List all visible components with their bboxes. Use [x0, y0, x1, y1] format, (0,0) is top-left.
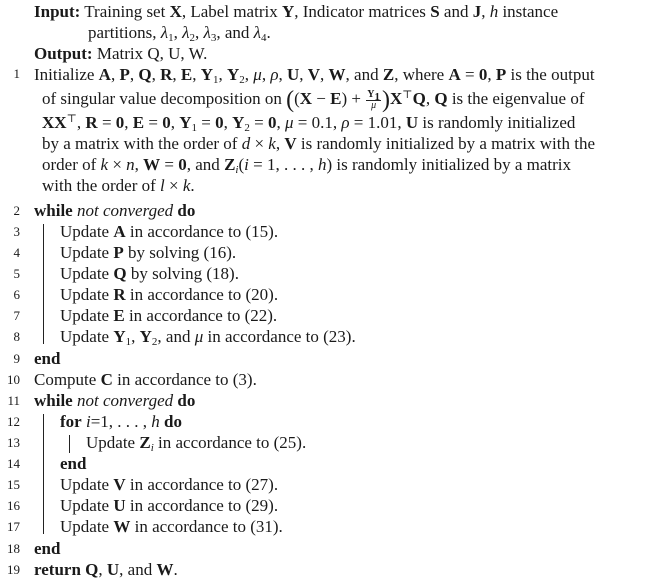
step-1-text: with the order of l × k. — [42, 176, 195, 195]
input-label: Input: — [34, 2, 81, 21]
step-1-text: order of k × n, W = 0, and $Z_i(i = 1$, . . . , h) is randomly initialized by a matrix — [42, 155, 572, 176]
step-11-text — [34, 391, 195, 411]
step-3-text: Update A in accordance to (15). — [60, 222, 279, 241]
line-number: 14 — [7, 456, 20, 471]
step-6-text: Update R in accordance to (20). — [60, 285, 279, 304]
kw-while: while — [34, 391, 73, 410]
line-number: 11 — [7, 393, 20, 408]
output-line — [34, 44, 207, 64]
line-number: 8 — [13, 329, 20, 344]
step-17-text: Update W in accordance to (31). — [60, 517, 283, 536]
line-number: 16 — [7, 498, 20, 513]
step-12-text: for i=1, . . . , h do — [60, 412, 183, 431]
kw-do: do — [177, 201, 196, 220]
step-2-text — [34, 201, 195, 221]
step-1-text: XX⊤, R = 0, E = 0, $Y_1 = 0$, $Y_2 = 0$, μ = 0.1, ρ = 1.01, U is randomly initialized — [42, 113, 576, 134]
step-15-text: Update V in accordance to (27). — [60, 475, 279, 494]
kw-do: do — [177, 391, 196, 410]
step-1-text: Initialize A, P, Q, R, E, $Y_1$, $Y_2$, μ, ρ, U, V, W, and Z, where A = 0, P is the output — [34, 65, 595, 86]
step-18-text: end — [34, 539, 61, 558]
line-number: 5 — [13, 266, 20, 281]
block-bar — [43, 224, 44, 344]
step-10-text: Compute C in accordance to (3). — [34, 370, 257, 389]
line-number: 17 — [7, 519, 20, 534]
line-number: 4 — [13, 245, 20, 260]
step-19-text: return Q, U, and W. — [34, 560, 178, 579]
step-5-text: Update Q by solving (18). — [60, 264, 239, 283]
kw-while: while — [34, 201, 73, 220]
line-number: 12 — [7, 414, 20, 429]
step-14-text: end — [60, 454, 87, 473]
line-number: 1 — [13, 66, 20, 81]
step-13-text: Update $Z_i$ in accordance to (25). — [86, 433, 307, 454]
input-line: Input: Training set X, Label matrix Y, Indicator matrices S and J, h instance — [34, 2, 559, 21]
line-number: 18 — [7, 541, 20, 556]
step-16-text: Update U in accordance to (29). — [60, 496, 279, 515]
output-text: Matrix Q, U, W. — [96, 44, 208, 63]
line-number: 3 — [13, 224, 20, 239]
block-bar — [69, 435, 70, 453]
step-4-text: Update P by solving (16). — [60, 243, 237, 262]
line-number: 7 — [13, 308, 20, 323]
input-line-cont: partitions, $\lambda_1$, $\lambda_2$, $\lambda_3$, and $\lambda_4$. — [88, 23, 271, 44]
condition: not converged — [76, 201, 174, 220]
step-1-text: by a matrix with the order of d × k, V is randomly initialized by a matrix with the — [42, 134, 596, 153]
line-number: 10 — [7, 372, 20, 387]
line-number: 9 — [13, 351, 20, 366]
step-7-text: Update E in accordance to (22). — [60, 306, 278, 325]
output-label: Output: — [34, 44, 93, 63]
condition: not converged — [76, 391, 174, 410]
line-number: 6 — [13, 287, 20, 302]
block-bar — [43, 414, 44, 534]
line-number: 2 — [13, 203, 20, 218]
step-1-text: of singular value decomposition on ((X − E) + $\frac{Y_1}{\mu}$ )X⊤Q, Q is the eigenvalue of — [42, 87, 585, 113]
step-8-text: Update $Y_1$, $Y_2$, and μ in accordance to (23). — [60, 327, 356, 348]
step-9-text: end — [34, 349, 61, 368]
line-number: 15 — [7, 477, 20, 492]
line-number: 13 — [7, 435, 20, 450]
line-number: 19 — [7, 562, 20, 577]
